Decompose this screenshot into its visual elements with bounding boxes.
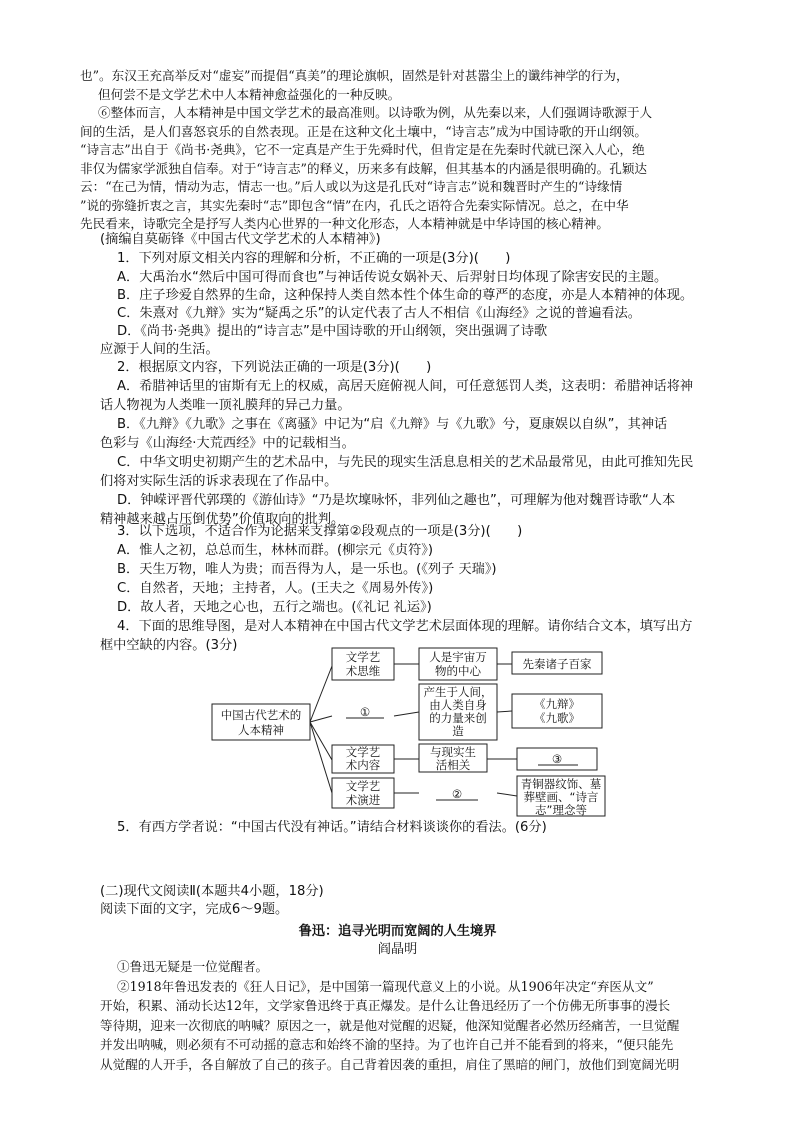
article-paragraph-line: 从觉醒的人开手，各自解放了自己的孩子。自己背着因袭的重担，肩住了黑暗的闸门，放他们到宽阔光明 <box>100 1056 680 1072</box>
question-1-option: D．《尚书·尧典》提出的“诗言志”是中国诗歌的开山纲领，突出强调了诗歌 <box>117 324 548 339</box>
question-3-option: C．自然者，天地；主持者，人。(王夫之《周易外传》) <box>117 581 434 596</box>
mindmap-b3-mid-1: 与现实生 <box>430 745 476 759</box>
mindmap-b3-label-1: 文学艺 <box>345 745 381 759</box>
article-paragraph-line: 并发出呐喊，则必须有不可动摇的意志和始终不渝的坚持。为了也许自己并不能看到的将来，“便只能先 <box>100 1037 674 1052</box>
question-1-option: B．庄子珍爱自然界的生命，这种保持人类自然本性个体生命的尊严的态度，亦是人本精神的体现。 <box>117 288 694 303</box>
mindmap-b2-label-blank: ① <box>359 705 371 719</box>
question-3-stem: 3．以下选项，不适合作为论据来支撑第②段观点的一项是(3分)( ) <box>117 524 523 539</box>
question-3-option: B．天生万物，唯人为贵；而吾得为人，是一乐也。(《列子 天瑞》) <box>117 562 497 577</box>
question-1-option: 应源于人间的生活。 <box>100 342 219 357</box>
mindmap-b1-label-2: 术思维 <box>345 664 381 678</box>
mindmap-b3-leaf-blank: ③ <box>551 752 563 766</box>
article-paragraph-line: ②1918年鲁迅发表的《狂人日记》，是中国第一篇现代意义上的小说。从1906年决定“弃医从文” <box>117 978 654 994</box>
section-instruction: 阅读下面的文字，完成6～9题。 <box>100 902 289 917</box>
question-3-option: D．故人者，天地之心也，五行之端也。(《礼记 礼运》) <box>117 600 432 615</box>
passage-a-line: 云：“在己为情，情动为志，情志一也。”后人或以为这是孔氏对“诗言志”说和魏晋时产生的“诗缘情 <box>80 179 623 194</box>
passage-a-line: 但何尝不是文学艺术中人本精神愈益强化的一种反映。 <box>98 86 401 102</box>
mindmap-b3-label-2: 术内容 <box>345 758 381 772</box>
question-1-option: A．大禹治水“然后中国可得而食也”与神话传说女娲补天、后羿射日均体现了除害安民的主题。 <box>117 270 668 285</box>
passage-a-line: 先民看来，诗歌完全是抒写人类内心世界的一种文化形态，人本精神就是中华诗国的核心精神。 <box>80 216 609 231</box>
mindmap-b4-leaf-2: 葬壁画、“诗言 <box>523 790 599 804</box>
passage-a-line: “诗言志”出自于《尚书·尧典》，它不一定真是产生于先舜时代，但肯定是在先秦时代就已深入人心，绝 <box>80 142 645 157</box>
article-paragraph-line: 开始，积累、涌动长达12年，文学家鲁迅终于真正爆发。是什么让鲁迅经历了一个仿佛无所事事的漫长 <box>100 998 671 1013</box>
mindmap-b2-mid-2: 由人类自身 <box>429 698 487 712</box>
passage-a-line: ⑥整体而言，人本精神是中国文学艺术的最高准则。以诗歌为例，从先秦以来，人们强调诗歌源于人 <box>98 105 653 120</box>
question-2-option: B．《九辩》《九歌》之事在《离骚》中记为“启《九辩》与《九歌》兮，夏康娱以自纵”，其神话 <box>117 417 668 432</box>
source-citation: (摘编自莫砺锋《中国古代文学艺术的人本精神》) <box>100 232 381 247</box>
passage-a-line: ”说的弥缝折衷之言，其实先秦时“志”即包含“情”在内，孔氏之语符合先秦实际情况。总之，在中华 <box>80 197 629 213</box>
mindmap-b1-mid-2: 物的中心 <box>435 664 481 678</box>
mindmap-b4-leaf-1: 青铜器纹饰、墓 <box>520 777 602 791</box>
mindmap-b4-mid-blank: ② <box>451 787 463 801</box>
mindmap-b3-mid-2: 活相关 <box>435 758 471 772</box>
question-2-option: 色彩与《山海经·大荒西经》中的记载相当。 <box>100 436 355 451</box>
mindmap-b2-leaf-2: 《九歌》 <box>534 711 580 725</box>
question-5: 5．有西方学者说：“中国古代没有神话。”请结合材料谈谈你的看法。(6分) <box>117 820 547 835</box>
mindmap-b4-label-1: 文学艺 <box>345 779 381 793</box>
mindmap-b1-leaf: 先秦诸子百家 <box>522 657 592 671</box>
question-2-option: 们将对实际生活的诉求表现在了作品中。 <box>100 474 338 489</box>
passage-a-line: 也”。东汉王充高举反对“虚妄”而提倡“真美”的理论旗帜，固然是针对甚嚣尘上的谶纬神学的行为， <box>80 68 629 83</box>
article-author: 阎晶明 <box>377 942 418 957</box>
question-4-stem: 框中空缺的内容。(3分) <box>100 638 238 653</box>
mindmap-root-line1: 中国古代艺术的 <box>220 708 302 722</box>
question-1-option: C．朱熹对《九辩》实为“疑禹之乐”的认定代表了古人不相信《山海经》之说的普遍看法。 <box>117 306 641 321</box>
question-2-stem: 2．根据原文内容，下列说法正确的一项是(3分)( ) <box>117 360 432 375</box>
question-2-option: D．钟嵘评晋代郭璞的《游仙诗》“乃是坎壈咏怀，非列仙之趣也”，可理解为他对魏晋诗歌“人本 <box>117 493 676 508</box>
mindmap-b1-label-1: 文学艺 <box>345 650 381 664</box>
question-2-option: C．中华文明史初期产生的艺术品中，与先民的现实生活息息相关的艺术品最常见，由此可推知先民 <box>117 455 694 470</box>
mindmap-b2-leaf-1: 《九辩》 <box>534 697 580 711</box>
mindmap-root-line2: 人本精神 <box>238 723 284 737</box>
article-title: 鲁迅：追寻光明而宽阔的人生境界 <box>298 924 497 939</box>
mindmap-b2-mid-4: 造 <box>452 724 464 738</box>
question-4-stem: 4．下面的思维导图，是对人本精神在中国古代文学艺术层面体现的理解。请你结合文本，填写出方 <box>117 619 693 634</box>
question-3-option: A．惟人之初，总总而生，林林而群。(柳宗元《贞符》) <box>117 543 434 558</box>
mindmap-b4-leaf-3: 志”理念等 <box>535 803 587 817</box>
mindmap-b1-mid-1: 人是宇宙万 <box>429 650 487 664</box>
question-2-option: A．希腊神话里的宙斯有无上的权威，高居天庭俯视人间，可任意惩罚人类，这表明：希腊神话将神 <box>117 379 694 394</box>
article-paragraph-line: 等待期，迎来一次彻底的呐喊？原因之一，就是他对觉醒的迟疑，他深知觉醒者必然历经痛苦，一旦觉醒 <box>100 1017 680 1033</box>
section-heading: (二)现代文阅读Ⅱ(本题共4小题，18分) <box>100 884 324 899</box>
mindmap-b2-mid-3: 的力量来创 <box>429 711 487 725</box>
passage-a-line: 非仅为儒家学派独自信奉。对于“诗言志”的释义，历来多有歧解，但其基本的内涵是很明确的。孔颖达 <box>80 160 648 176</box>
question-2-option: 精神越来越占压倒优势”价值取向的批判。 <box>100 512 345 527</box>
question-1-stem: 1．下列对原文相关内容的理解和分析，不正确的一项是(3分)( ) <box>117 251 511 266</box>
mindmap-b2-mid-1: 产生于人间， <box>423 685 493 699</box>
mindmap-b4-label-2: 术演进 <box>345 793 381 807</box>
question-2-option: 话人物视为人类唯一顶礼膜拜的异己力量。 <box>100 398 351 413</box>
article-paragraph-line: ①鲁迅无疑是一位觉醒者。 <box>117 959 269 974</box>
passage-a-line: 间的生活，是人们喜怒哀乐的自然表现。正是在这种文化土壤中，“诗言志”成为中国诗歌的开山纲领。 <box>80 123 648 139</box>
